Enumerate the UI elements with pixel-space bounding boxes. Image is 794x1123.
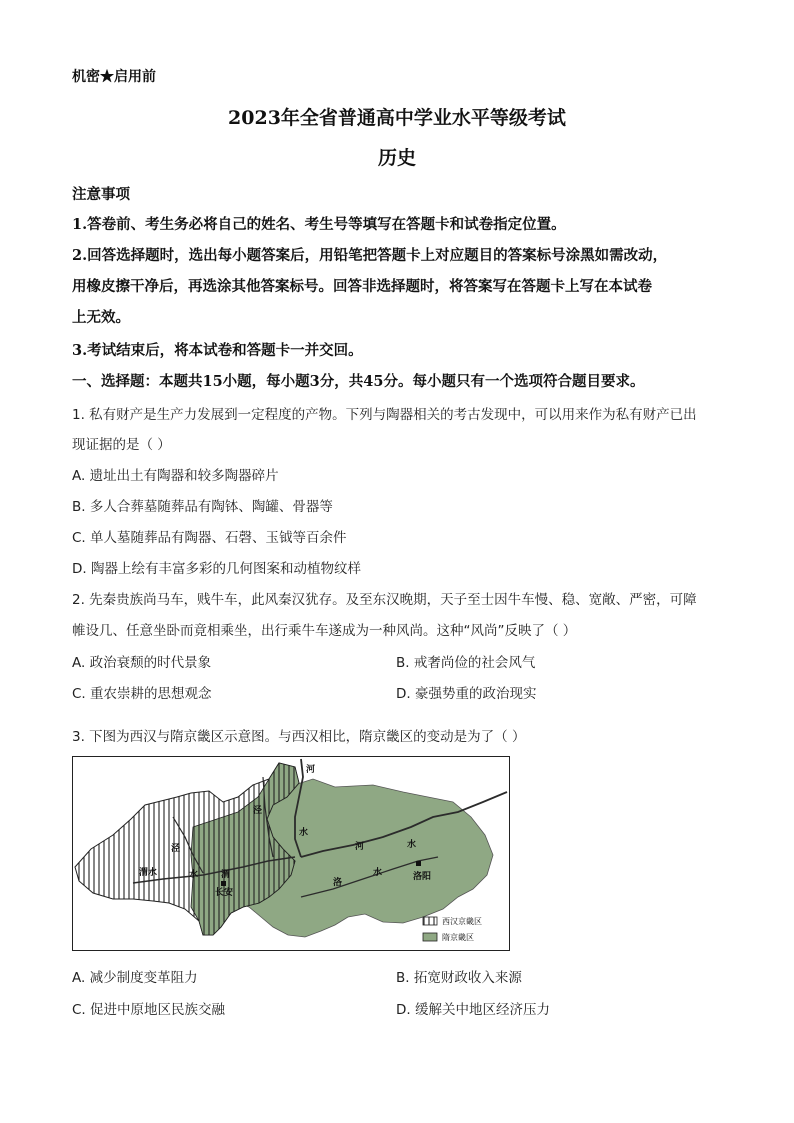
question-1-option-c: C. 单人墓随葬品有陶器、石磬、玉钺等百余件 bbox=[72, 530, 347, 546]
notice-item-2: 2.回答选择题时，选出每小题答案后，用铅笔把答题卡上对应题目的答案标号涂黑如需改动， bbox=[72, 247, 668, 264]
legend-sui-label: 隋京畿区 bbox=[442, 933, 474, 942]
map-label-he-mid: 河 bbox=[355, 842, 365, 852]
question-1-option-a: A. 遗址出土有陶器和较多陶器碎片 bbox=[72, 468, 279, 484]
map-label-shui-right: 水 bbox=[407, 840, 417, 850]
map-label-changan: 长安 bbox=[215, 888, 234, 898]
legend-western-han-swatch bbox=[423, 917, 437, 925]
notice-item-2-cont: 用橡皮擦干净后，再选涂其他答案标号。回答非选择题时，将答案写在答题卡上写在本试卷 bbox=[72, 278, 652, 295]
question-1-option-b: B. 多人合葬墓随葬品有陶钵、陶罐、骨器等 bbox=[72, 499, 333, 515]
question-3-option-c: C. 促进中原地区民族交融 bbox=[72, 1002, 226, 1018]
luoyang-marker bbox=[416, 861, 421, 866]
map-label-wei-top: 渭 bbox=[221, 870, 231, 880]
map-label-jing: 泾 bbox=[171, 844, 181, 854]
map-label-shui-north: 水 bbox=[299, 828, 309, 838]
question-2-stem-cont: 帷设几、任意坐卧而竟相乘坐，出行乘牛车遂成为一种风尚。这种“风尚”反映了（ ） bbox=[72, 623, 577, 639]
question-3-option-b: B. 拓宽财政收入来源 bbox=[396, 970, 522, 986]
question-2-option-c: C. 重农崇耕的思想观念 bbox=[72, 686, 212, 702]
section-heading: 一、选择题：本题共15小题，每小题3分，共45分。每小题只有一个选项符合题目要求。 bbox=[72, 373, 645, 390]
question-1-stem-cont: 现证据的是（ ） bbox=[72, 437, 171, 453]
notice-item-2-end: 上无效。 bbox=[72, 309, 130, 326]
map-label-luo: 洛 bbox=[333, 878, 343, 888]
map-label-jing-shui: 泾 bbox=[253, 806, 263, 816]
map-label-shui-mid: 水 bbox=[373, 868, 383, 878]
map-label-shui-left: 水 bbox=[189, 870, 199, 880]
question-3-option-a: A. 减少制度变革阻力 bbox=[72, 970, 198, 986]
question-1-stem: 1. 私有财产是生产力发展到一定程度的产物。下列与陶器相关的考古发现中，可以用来作为私有财产已出 bbox=[72, 407, 697, 423]
confidential-label: 机密★启用前 bbox=[72, 69, 156, 85]
question-2-stem: 2. 先秦贵族尚马车，贱牛车，此风秦汉犹存。及至东汉晚期，天子至士因牛车慢、稳、宽敞、严密，可障 bbox=[72, 592, 697, 608]
question-1-option-d: D. 陶器上绘有丰富多彩的几何图案和动植物纹样 bbox=[72, 561, 361, 577]
question-2-option-b: B. 戒奢尚俭的社会风气 bbox=[396, 655, 536, 671]
legend-sui-swatch bbox=[423, 933, 437, 941]
notice-item-3: 3.考试结束后，将本试卷和答题卡一并交回。 bbox=[72, 342, 363, 359]
question-3-stem: 3. 下图为西汉与隋京畿区示意图。与西汉相比，隋京畿区的变动是为了（ ） bbox=[72, 729, 526, 745]
subject-title: 历史 bbox=[377, 147, 416, 169]
exam-title: 2023年全省普通高中学业水平等级考试 bbox=[228, 107, 566, 129]
question-2-option-d: D. 豪强势重的政治现实 bbox=[396, 686, 537, 702]
legend-western-han-label: 西汉京畿区 bbox=[442, 917, 482, 926]
capital-region-map bbox=[72, 756, 510, 951]
question-2-option-a: A. 政治衰颓的时代景象 bbox=[72, 655, 212, 671]
notice-title: 注意事项 bbox=[72, 186, 130, 203]
map-label-wei-shui: 渭水 bbox=[139, 868, 158, 878]
question-3-option-d: D. 缓解关中地区经济压力 bbox=[396, 1002, 550, 1018]
map-label-he-top: 河 bbox=[306, 765, 316, 775]
map-label-luoyang: 洛阳 bbox=[413, 872, 432, 882]
notice-item-1: 1.答卷前、考生务必将自己的姓名、考生号等填写在答题卡和试卷指定位置。 bbox=[72, 216, 566, 233]
